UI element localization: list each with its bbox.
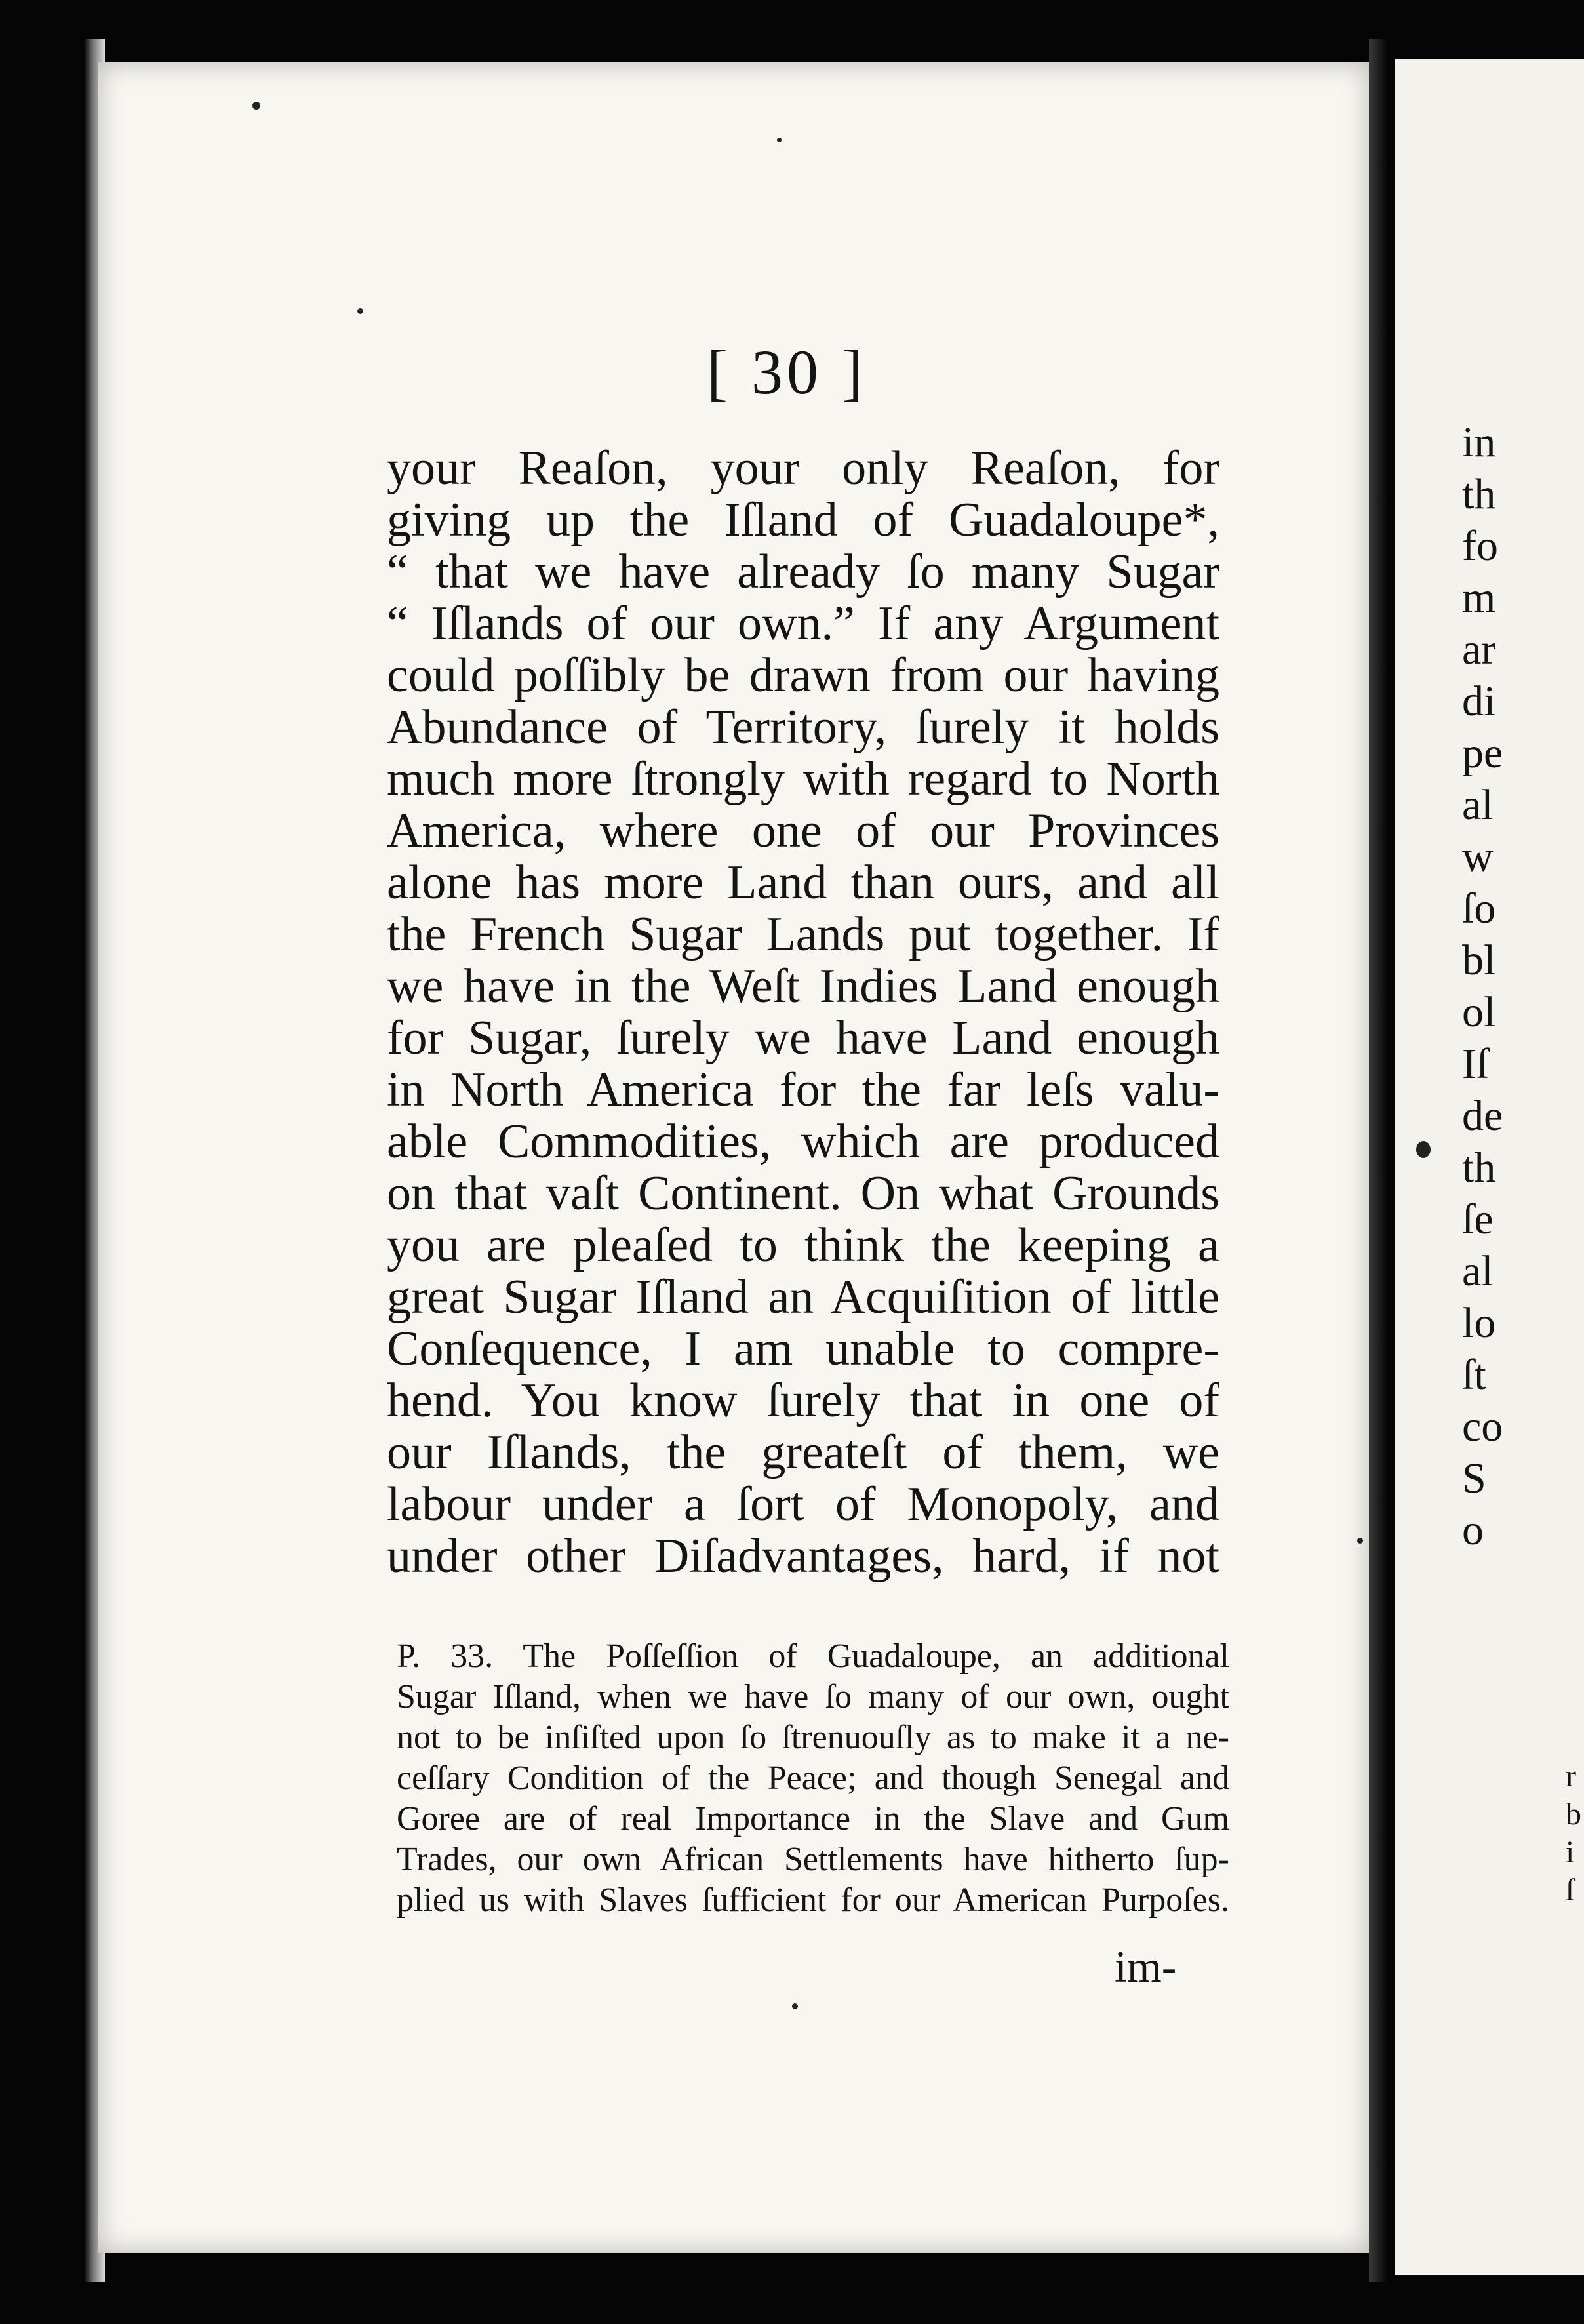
footnote-line: Trades, our own African Settlements have hitherto ſup- [397, 1841, 1229, 1878]
facing-footnote-fragment: i [1566, 1835, 1575, 1870]
facing-line-fragment: Iſ [1462, 1040, 1489, 1088]
ink-speck [252, 102, 260, 110]
body-line: great Sugar Iſland an Acquiſition of little [387, 1270, 1219, 1324]
body-line: giving up the Iſland of Guadaloupe*, [387, 493, 1219, 547]
facing-line-fragment: th [1462, 1144, 1496, 1192]
body-line: labour under a ſort of Monopoly, and [387, 1477, 1219, 1531]
footnote [397, 1636, 1229, 1921]
book-gutter [1369, 39, 1395, 2282]
body-line: much more ſtrongly with regard to North [387, 752, 1219, 806]
ink-speck [792, 2003, 798, 2009]
ink-speck [1416, 1141, 1431, 1158]
body-line: under other Diſadvantages, hard, if not [387, 1529, 1219, 1583]
body-line: in North America for the far leſs valu- [387, 1063, 1219, 1117]
facing-footnote-fragments [1566, 1757, 1584, 1910]
facing-line-fragment: bl [1462, 936, 1496, 984]
page-number-header: [ 30 ] [707, 337, 867, 407]
facing-line-fragment: de [1462, 1092, 1503, 1140]
facing-line-fragment: al [1462, 781, 1494, 829]
body-line: we have in the Weſt Indies Land enough [387, 959, 1219, 1013]
facing-line-fragment: ſe [1462, 1195, 1494, 1243]
body-line: the French Sugar Lands put together. If [387, 908, 1219, 961]
body-line: Conſequence, I am unable to compre- [387, 1322, 1219, 1376]
body-line: you are pleaſed to think the keeping a [387, 1218, 1219, 1272]
footnote-line: ceſſary Condition of the Peace; and though Senegal and [397, 1759, 1229, 1797]
facing-line-fragment: al [1462, 1247, 1494, 1295]
ink-speck [357, 308, 363, 314]
facing-footnote-fragment: ſ [1566, 1873, 1575, 1908]
facing-line-fragment: ſo [1462, 885, 1496, 932]
facing-line-fragment: pe [1462, 729, 1503, 777]
facing-line-fragment: o [1462, 1506, 1484, 1554]
footnote-line: plied us with Slaves ſufficient for our American Purpoſes. [397, 1881, 1229, 1919]
facing-line-fragment: co [1462, 1403, 1503, 1451]
body-line: could poſſibly be drawn from our having [387, 649, 1219, 702]
facing-line-fragment: ol [1462, 988, 1496, 1036]
facing-line-fragment: w [1462, 833, 1494, 881]
facing-line-fragment: S [1462, 1454, 1486, 1502]
facing-footnote-fragment: b [1566, 1797, 1581, 1832]
footnote-line: not to be inſiſted upon ſo ſtrenuouſly as to make it a ne- [397, 1719, 1229, 1756]
body-text [387, 443, 1219, 1582]
body-line: “ Iſlands of our own.” If any Argument [387, 597, 1219, 651]
catchword: im- [1115, 1942, 1177, 1992]
facing-footnote-fragment: r [1566, 1759, 1576, 1793]
facing-line-fragment: di [1462, 677, 1496, 725]
body-line: your Reaſon, your only Reaſon, for [387, 441, 1219, 495]
footnote-line: Sugar Iſland, when we have ſo many of our own, ought [397, 1678, 1229, 1715]
facing-line-fragment: ſt [1462, 1351, 1486, 1399]
footnote-line: P. 33. The Poſſeſſion of Guadaloupe, an additional [397, 1637, 1229, 1675]
footnote-line: Goree are of real Importance in the Slave and Gum [397, 1800, 1229, 1837]
ink-speck [1357, 1538, 1363, 1544]
facing-line-fragment: in [1462, 418, 1496, 466]
facing-page-fragments [1462, 416, 1584, 1556]
body-line: able Commodities, which are produced [387, 1115, 1219, 1169]
facing-line-fragment: ar [1462, 626, 1496, 673]
body-line: for Sugar, ſurely we have Land enough [387, 1011, 1219, 1065]
facing-line-fragment: fo [1462, 522, 1498, 570]
body-line: our Iſlands, the greateſt of them, we [387, 1426, 1219, 1479]
ink-speck [777, 138, 782, 142]
facing-line-fragment: lo [1462, 1299, 1496, 1347]
body-line: “ that we have already ſo many Sugar [387, 545, 1219, 599]
body-line: America, where one of our Provinces [387, 804, 1219, 858]
body-line: alone has more Land than ours, and all [387, 856, 1219, 910]
facing-line-fragment: th [1462, 470, 1496, 518]
facing-line-fragment: m [1462, 574, 1496, 622]
body-line: on that vaſt Continent. On what Grounds [387, 1167, 1219, 1220]
body-line: Abundance of Territory, ſurely it holds [387, 700, 1219, 754]
body-line: hend. You know ſurely that in one of [387, 1374, 1219, 1428]
